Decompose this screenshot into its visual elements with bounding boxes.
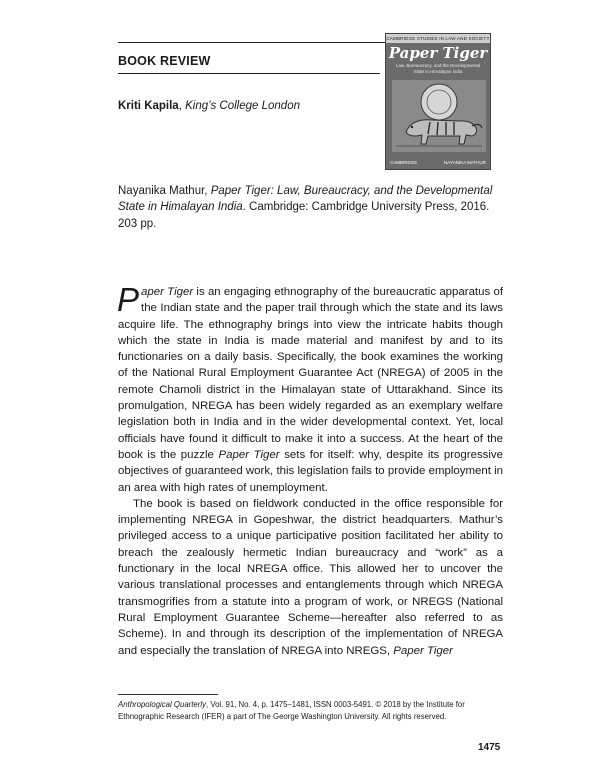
tiger-illustration-icon [392,80,486,152]
citation-publication: . Cambridge: Cambridge University Press, 2016. 203 pp. [118,201,490,230]
page-number: 1475 [478,742,501,753]
paragraph-2 [118,496,503,659]
footnote-rule [118,694,218,695]
book-cover [385,33,491,170]
journal-footnote [118,699,503,722]
paragraph-1-text-a: is an engaging ethnography of the bureaucratic apparatus of the Indian state and the paper trail through which the state and its laws acquire life. The ethnography brings into view the intricate habits though which the state in India is made material and manifest by and to its functionaries on a daily basis. Specifically, the book examines the working of the National Rural Employment Guarantee Act (NREGA) of 2005 in the remote Chamoli district in the Himalayan state of Uttarakhand. Since its promulgation, NREGA has been widely regarded as an exemplary welfare legislation both in India and in the wider developmental context. Yet, local officials have found it difficult to make it into a success. At the heart of the book is the puzzle [118,286,504,461]
journal-details: , Vol. 91, No. 4, p. 1475–1481, ISSN 0003-5491. © 2018 by the Institute for Ethnographic Research (IFER) a part of The George Washington University. All rights reserved. [118,700,465,721]
cover-series: CAMBRIDGE STUDIES IN LAW AND SOCIETY [386,36,490,41]
book-title-mention: Paper Tiger [218,448,280,461]
cover-author: NAYANIKA MATHUR [443,160,486,165]
cover-publisher: CAMBRIDGE [390,160,418,165]
journal-name: Anthropological Quarterly [118,700,206,709]
citation-author: Nayanika Mathur, [118,185,211,197]
section-title: BOOK REVIEW [118,54,211,68]
paragraph-1-text-b: sets for itself: why, despite its progressive objectives of guaranteed work, this legislation fails to provide employment in an area with high rates of unemployment. [118,448,504,494]
review-body [117,281,504,659]
cover-title: Paper Tiger [388,44,488,62]
book-title-mention: aper Tiger [141,286,194,298]
drop-cap: P [117,281,140,318]
book-title-mention: Paper Tiger [393,644,453,657]
citation-title: Paper Tiger: Law, Bureaucracy, and the Developmental State in Himalayan India [118,185,493,214]
paragraph-2-text: The book is based on fieldwork conducted in the office responsible for implementing NREGA in Gopeshwar, the district headquarters. Mathur’s privileged access to a unique participative position facilitated her ability to breach the zealously hermetic Indian bureaucracy and “work” as a functionary in the local NREGA office. This allowed her to uncover the various translational processes and entanglements through which NREGA transmogrifies from a statute into a program of work, or NREGS (National Rural Employment Guarantee Scheme—hereafter also referred to as Scheme). In and through its description of the implementation of NREGA and especially the translation of NREGA into NREGS, [118,497,503,657]
book-citation [118,183,506,232]
title-rule [118,73,380,74]
reviewer-name: Kriti Kapila [118,100,179,112]
reviewer-affiliation: King’s College London [185,100,300,112]
reviewer-line: Kriti Kapila, King’s College London [118,100,300,112]
paragraph-1 [117,281,504,496]
cover-subtitle: Law, Bureaucracy, and the Developmental State in Himalayan India [395,63,481,74]
